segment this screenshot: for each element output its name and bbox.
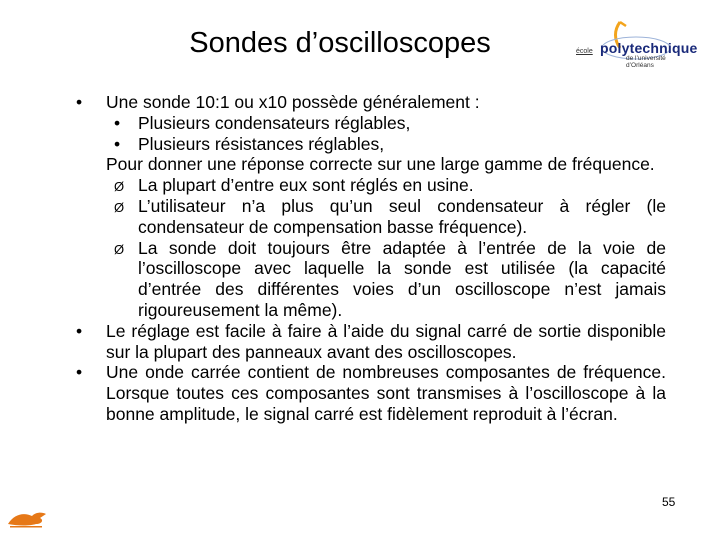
bullet-marker: •: [114, 133, 121, 154]
bullet-text: Plusieurs condensateurs réglables,: [138, 112, 411, 133]
bullet-item: [76, 362, 666, 424]
arrow-marker-icon: Ø: [114, 179, 125, 195]
bullet-marker: •: [76, 92, 83, 112]
bullet-text: L’utilisateur n’a plus qu’un seul condensateur à régler (le condensateur de compensation basse fréquence).: [138, 195, 666, 237]
bullet-text: La plupart d’entre eux sont réglés en usine.: [138, 175, 474, 196]
bullet-marker: •: [114, 112, 121, 133]
slide-content: [76, 92, 666, 425]
bullet-marker: •: [76, 320, 83, 341]
logo-main-text: polytechnique: [600, 40, 698, 56]
arrow-item: [76, 238, 666, 321]
logo-sub-text: de l’université d’Orléans: [626, 55, 666, 69]
arrow-item: [76, 196, 666, 238]
slide-title: Sondes d’oscilloscopes: [189, 27, 491, 59]
arrow-marker-icon: Ø: [114, 199, 125, 215]
bullet-text: Pour donner une réponse correcte sur une large gamme de fréquence.: [106, 154, 655, 175]
sub-bullet-item: [76, 113, 666, 134]
bullet-item: [76, 321, 666, 363]
logo-ecole-text: école: [576, 48, 593, 55]
university-footer-logo-icon: [6, 508, 50, 530]
arrow-item: [76, 175, 666, 196]
bullet-text: Plusieurs résistances réglables,: [138, 133, 385, 154]
bullet-text: Une onde carrée contient de nombreuses composantes de fréquence. Lorsque toutes ces composantes sont transmises à l’oscilloscope à la bonne amplitude, le signal carré est fidèlement reproduit à l’écran.: [106, 362, 666, 424]
polytechnique-logo: [574, 18, 698, 74]
bullet-text: Le réglage est facile à faire à l’aide du signal carré de sortie disponible sur la plupart des panneaux avant des oscilloscopes.: [106, 320, 666, 362]
page-number: 55: [662, 495, 676, 509]
paragraph-text: [76, 154, 666, 175]
arrow-marker-icon: Ø: [114, 241, 125, 257]
bullet-text: La sonde doit toujours être adaptée à l’entrée de la voie de l’oscilloscope avec laquelle la sonde est utilisée (la capacité d’entrée des différentes voies d’un oscilloscope n’est jamais rigoureusement la même).: [138, 237, 666, 320]
bullet-marker: •: [76, 362, 83, 383]
bullet-text: Une sonde 10:1 ou x10 possède généralement :: [106, 92, 480, 112]
sub-bullet-item: [76, 134, 666, 155]
bullet-item: [76, 92, 666, 113]
